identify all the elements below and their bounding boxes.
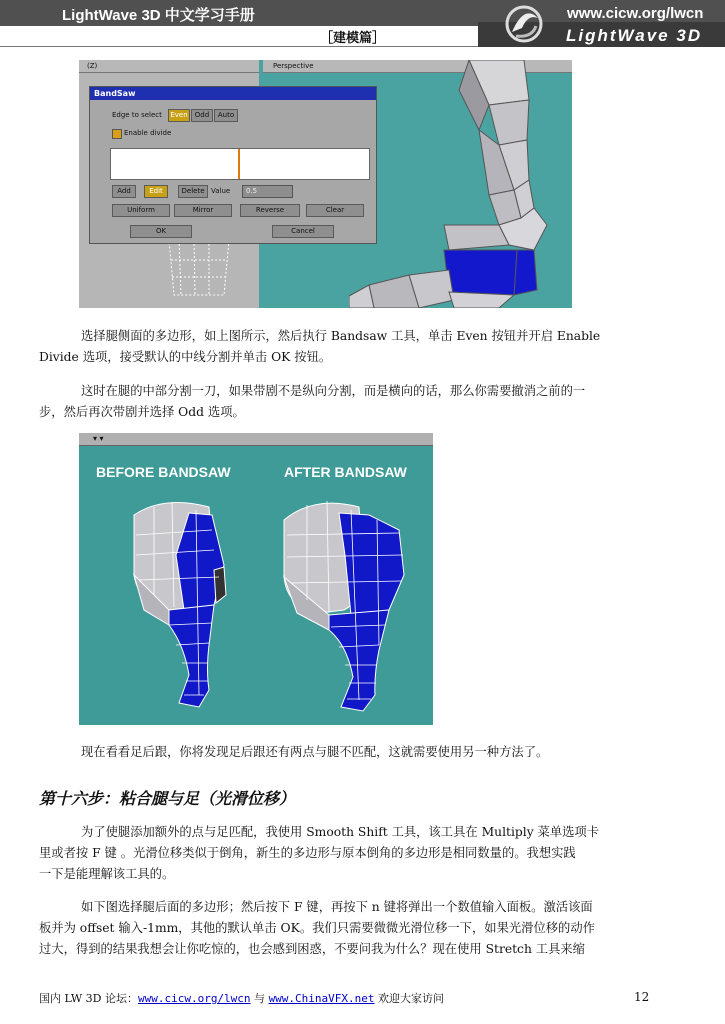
add-button[interactable]: Add xyxy=(112,185,136,198)
value-field[interactable]: 0.5 xyxy=(242,185,293,198)
paragraph-4 xyxy=(39,822,687,885)
paragraph-5-line-1: 如下图选择腿后面的多边形；然后按下 F 键，再按下 n 键将弹出一个数值输入面板。激活该面 xyxy=(81,900,593,914)
enable-divide-checkbox[interactable] xyxy=(112,129,122,139)
paragraph-2-line-2: 步，然后再次带剧并选择 Odd 选项。 xyxy=(39,405,245,419)
page-number: 12 xyxy=(634,990,650,1004)
right-viewport-label: Perspective xyxy=(273,62,314,70)
after-bandsaw-label: AFTER BANDSAW xyxy=(284,464,407,480)
paragraph-3-line-1: 现在看看足后跟，你将发现足后跟还有两点与腿不匹配，这就需要使用另一种方法了。 xyxy=(81,745,549,759)
footer-suffix: 欢迎大家访问 xyxy=(374,992,445,1005)
paragraph-4-line-2: 里或者按 F 键 。光滑位移类似于倒角，新生的多边形与原本倒角的多边形是相同数量的。我想实践 xyxy=(39,846,576,860)
even-button[interactable]: Even xyxy=(168,109,190,122)
foot-wireframe-top xyxy=(159,235,239,305)
paragraph-2 xyxy=(39,381,687,423)
brand-wordmark: LightWave 3D xyxy=(566,26,703,45)
edit-button[interactable]: Edit xyxy=(144,185,168,198)
page-header xyxy=(0,0,725,47)
paragraph-5 xyxy=(39,897,687,960)
before-bandsaw-label: BEFORE BANDSAW xyxy=(96,464,231,480)
paragraph-5-line-3: 过大，得到的结果我想会让你吃惊的，也会感到困惑，不要问我为什么？现在使用 Stretch 工具来缩 xyxy=(39,942,585,956)
manual-title: LightWave 3D 中文学习手册 xyxy=(62,7,255,24)
paragraph-3 xyxy=(39,742,687,763)
bandsaw-comparison-image xyxy=(79,433,433,725)
bandsaw-screenshot xyxy=(79,60,572,308)
paragraph-2-line-1: 这时在腿的中部分割一刀，如果带剧不是纵向分割，而是横向的话，那么你需要撤消之前的一 xyxy=(81,384,586,398)
delete-button[interactable]: Delete xyxy=(178,185,208,198)
bandsaw-dialog xyxy=(89,86,377,244)
paragraph-1-line-2: Divide 选项，接受默认的中线分割并单击 OK 按钮。 xyxy=(39,350,332,364)
ok-button[interactable]: OK xyxy=(130,225,192,238)
cancel-button[interactable]: Cancel xyxy=(272,225,334,238)
odd-button[interactable]: Odd xyxy=(191,109,213,122)
viewport-dropdown-icon[interactable]: ▾ ▾ xyxy=(93,434,104,443)
site-url: www.cicw.org/lwcn xyxy=(567,5,704,22)
chinavfx-link[interactable]: www.ChinaVFX.net xyxy=(268,992,375,1005)
footer-middle: 与 xyxy=(250,992,269,1005)
leg-before-model xyxy=(114,495,244,720)
forum-link[interactable]: www.cicw.org/lwcn xyxy=(137,992,251,1005)
edge-select-label: Edge to select xyxy=(112,111,162,119)
viewport-toolbar xyxy=(79,433,433,446)
paragraph-4-line-3: 一下是能理解该工具的。 xyxy=(39,867,175,881)
divide-marker[interactable] xyxy=(238,149,240,179)
leg-foot-model xyxy=(349,60,572,308)
paragraph-5-line-2: 板并为 offset 输入-1mm，其他的默认单击 OK。我们只需要微微光滑位移一下，如果光滑位移的动作 xyxy=(39,921,595,935)
left-viewport-toolbar xyxy=(79,60,259,73)
paragraph-1-line-1: 选择腿侧面的多边形，如上图所示，然后执行 Bandsaw 工具，单击 Even 按钮并开启 Enable xyxy=(81,329,601,343)
dialog-title: BandSaw xyxy=(90,87,376,100)
swirl-logo-icon xyxy=(498,2,550,46)
section-heading: 第十六步：粘合腿与足（光滑位移） xyxy=(39,789,296,808)
enable-divide-label: Enable divide xyxy=(124,129,172,137)
page-footer xyxy=(39,990,444,1006)
uniform-button[interactable]: Uniform xyxy=(112,204,170,217)
paragraph-4-line-1: 为了使腿添加额外的点与足匹配，我使用 Smooth Shift 工具，该工具在 Multiply 菜单选项卡 xyxy=(81,825,600,839)
reverse-button[interactable]: Reverse xyxy=(240,204,300,217)
footer-prefix: 国内 LW 3D 论坛： xyxy=(39,992,138,1005)
auto-button[interactable]: Auto xyxy=(214,109,238,122)
clear-button[interactable]: Clear xyxy=(306,204,364,217)
paragraph-1 xyxy=(39,326,687,368)
mirror-button[interactable]: Mirror xyxy=(174,204,232,217)
value-label: Value xyxy=(211,187,231,195)
section-category: ［建模篇］ xyxy=(320,31,386,46)
leg-after-model xyxy=(279,495,419,720)
divide-preview-strip[interactable] xyxy=(110,148,370,180)
left-viewport-label: (Z) xyxy=(87,62,98,70)
